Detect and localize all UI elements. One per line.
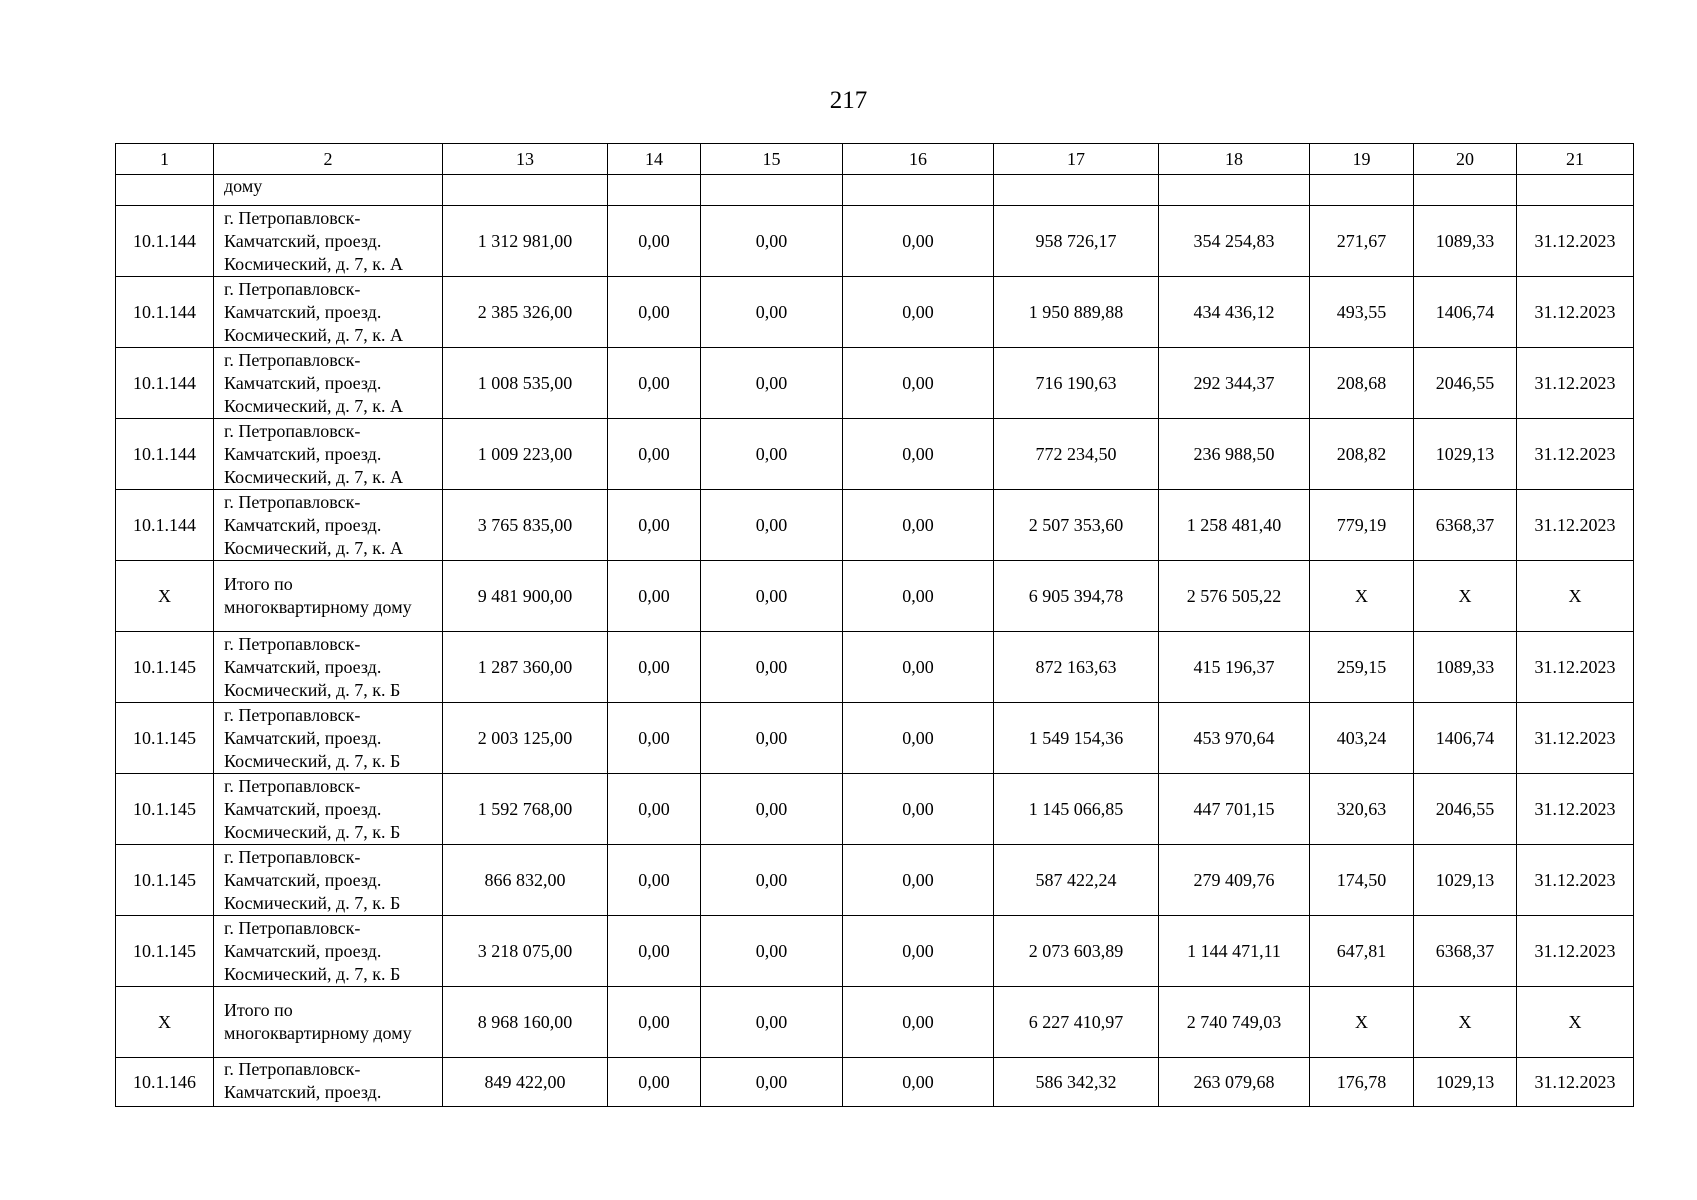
row-number-cell: X xyxy=(116,987,214,1058)
address-cell: г. Петропавловск-Камчатский, проезд. Космический, д. 7, к. Б xyxy=(214,916,443,987)
address-cell: Итого по многоквартирному дому xyxy=(214,561,443,632)
table-cell: 0,00 xyxy=(608,632,701,703)
table-cell: 0,00 xyxy=(608,703,701,774)
address-cell: г. Петропавловск-Камчатский, проезд. Космический, д. 7, к. Б xyxy=(214,774,443,845)
table-cell: 8 968 160,00 xyxy=(443,987,608,1058)
table-cell: 320,63 xyxy=(1310,774,1414,845)
table-cell: 0,00 xyxy=(701,348,843,419)
table-cell xyxy=(701,175,843,206)
table-cell: 174,50 xyxy=(1310,845,1414,916)
table-cell: X xyxy=(1414,561,1517,632)
address-cell: г. Петропавловск-Камчатский, проезд. Космический, д. 7, к. Б xyxy=(214,632,443,703)
table-cell: 0,00 xyxy=(843,419,994,490)
address-cell: г. Петропавловск-Камчатский, проезд. Космический, д. 7, к. А xyxy=(214,206,443,277)
table-cell: 0,00 xyxy=(608,490,701,561)
table-cell: 0,00 xyxy=(843,916,994,987)
table-cell xyxy=(443,175,608,206)
column-header: 1 xyxy=(116,144,214,175)
table-cell xyxy=(116,175,214,206)
row-number-cell: 10.1.144 xyxy=(116,206,214,277)
table-cell: 415 196,37 xyxy=(1159,632,1310,703)
table-cell: 0,00 xyxy=(701,490,843,561)
table-cell: 1089,33 xyxy=(1414,632,1517,703)
table-cell: 1 592 768,00 xyxy=(443,774,608,845)
table-cell: 0,00 xyxy=(701,703,843,774)
table-cell: 0,00 xyxy=(843,1058,994,1107)
table-cell: 0,00 xyxy=(843,490,994,561)
column-header: 2 xyxy=(214,144,443,175)
table-cell: 0,00 xyxy=(701,845,843,916)
table-cell: 0,00 xyxy=(843,987,994,1058)
table-row xyxy=(116,632,1634,703)
page-number: 217 xyxy=(829,87,868,114)
table-cell: 0,00 xyxy=(608,1058,701,1107)
address-cell: г. Петропавловск-Камчатский, проезд. Космический, д. 7, к. А xyxy=(214,277,443,348)
table-cell: 866 832,00 xyxy=(443,845,608,916)
table-cell: X xyxy=(1310,987,1414,1058)
table-row xyxy=(116,419,1634,490)
total-row xyxy=(116,561,1634,632)
table-cell: 1406,74 xyxy=(1414,277,1517,348)
table-cell: 208,68 xyxy=(1310,348,1414,419)
table-cell: 716 190,63 xyxy=(994,348,1159,419)
total-row xyxy=(116,987,1634,1058)
table-cell: 0,00 xyxy=(608,774,701,845)
address-cell: г. Петропавловск-Камчатский, проезд. Космический, д. 7, к. А xyxy=(214,490,443,561)
table-cell xyxy=(994,175,1159,206)
data-table xyxy=(115,143,1634,1107)
table-cell: 0,00 xyxy=(701,206,843,277)
column-header: 16 xyxy=(843,144,994,175)
table-cell: 0,00 xyxy=(701,632,843,703)
table-cell: 31.12.2023 xyxy=(1517,419,1634,490)
row-number-cell: 10.1.144 xyxy=(116,419,214,490)
table-row xyxy=(116,845,1634,916)
column-header: 13 xyxy=(443,144,608,175)
column-header: 20 xyxy=(1414,144,1517,175)
address-cell: г. Петропавловск-Камчатский, проезд. xyxy=(214,1058,443,1107)
table-cell: 0,00 xyxy=(843,632,994,703)
table-cell: 1029,13 xyxy=(1414,419,1517,490)
column-header: 21 xyxy=(1517,144,1634,175)
table-cell: 0,00 xyxy=(843,845,994,916)
table-cell: 0,00 xyxy=(701,419,843,490)
address-cell: г. Петропавловск-Камчатский, проезд. Космический, д. 7, к. А xyxy=(214,419,443,490)
table-cell: 0,00 xyxy=(608,916,701,987)
row-number-cell: 10.1.145 xyxy=(116,703,214,774)
table-cell: 2 507 353,60 xyxy=(994,490,1159,561)
table-cell: 31.12.2023 xyxy=(1517,845,1634,916)
address-cell: г. Петропавловск-Камчатский, проезд. Космический, д. 7, к. А xyxy=(214,348,443,419)
address-cell: дому xyxy=(214,175,443,206)
table-cell: 1 950 889,88 xyxy=(994,277,1159,348)
table-cell: 6368,37 xyxy=(1414,490,1517,561)
table-cell: 586 342,32 xyxy=(994,1058,1159,1107)
table-cell: 31.12.2023 xyxy=(1517,206,1634,277)
table-cell: 292 344,37 xyxy=(1159,348,1310,419)
table-cell: 0,00 xyxy=(608,206,701,277)
row-number-cell: 10.1.145 xyxy=(116,845,214,916)
column-header: 18 xyxy=(1159,144,1310,175)
table-cell: 9 481 900,00 xyxy=(443,561,608,632)
table-cell: 1 258 481,40 xyxy=(1159,490,1310,561)
table-cell: 447 701,15 xyxy=(1159,774,1310,845)
table-cell: 6 227 410,97 xyxy=(994,987,1159,1058)
table-cell: 0,00 xyxy=(843,206,994,277)
address-cell: г. Петропавловск-Камчатский, проезд. Космический, д. 7, к. Б xyxy=(214,845,443,916)
table-cell: 587 422,24 xyxy=(994,845,1159,916)
table-cell: 31.12.2023 xyxy=(1517,490,1634,561)
table-cell: 279 409,76 xyxy=(1159,845,1310,916)
column-header: 19 xyxy=(1310,144,1414,175)
table-row xyxy=(116,774,1634,845)
table-cell: 1 009 223,00 xyxy=(443,419,608,490)
table-cell: 779,19 xyxy=(1310,490,1414,561)
table-body xyxy=(116,144,1634,1107)
table-cell: 2 003 125,00 xyxy=(443,703,608,774)
row-number-cell: 10.1.145 xyxy=(116,774,214,845)
table-cell xyxy=(843,175,994,206)
table-cell xyxy=(608,175,701,206)
table-cell: 31.12.2023 xyxy=(1517,632,1634,703)
table-cell: 1 549 154,36 xyxy=(994,703,1159,774)
table-cell: X xyxy=(1517,987,1634,1058)
table-cell: 0,00 xyxy=(701,1058,843,1107)
table-cell: 6368,37 xyxy=(1414,916,1517,987)
table-row xyxy=(116,348,1634,419)
table-cell: 0,00 xyxy=(701,277,843,348)
table-cell: 0,00 xyxy=(843,561,994,632)
table-cell: 208,82 xyxy=(1310,419,1414,490)
table-cell: 0,00 xyxy=(608,987,701,1058)
table-cell: 1 144 471,11 xyxy=(1159,916,1310,987)
table-cell: 1 008 535,00 xyxy=(443,348,608,419)
row-number-cell: 10.1.145 xyxy=(116,916,214,987)
table-cell: X xyxy=(1517,561,1634,632)
table-cell: 0,00 xyxy=(701,561,843,632)
table-cell: 2 740 749,03 xyxy=(1159,987,1310,1058)
table-cell: 31.12.2023 xyxy=(1517,277,1634,348)
table-cell: 1 145 066,85 xyxy=(994,774,1159,845)
table-cell: 31.12.2023 xyxy=(1517,703,1634,774)
column-header: 15 xyxy=(701,144,843,175)
table-cell: 2046,55 xyxy=(1414,348,1517,419)
table-cell xyxy=(1159,175,1310,206)
table-cell: 1029,13 xyxy=(1414,845,1517,916)
table-cell: 31.12.2023 xyxy=(1517,348,1634,419)
table-cell: 872 163,63 xyxy=(994,632,1159,703)
row-number-cell: 10.1.144 xyxy=(116,490,214,561)
row-number-cell: 10.1.145 xyxy=(116,632,214,703)
column-header: 17 xyxy=(994,144,1159,175)
table-cell: X xyxy=(1414,987,1517,1058)
table-cell: 31.12.2023 xyxy=(1517,774,1634,845)
table-cell: 236 988,50 xyxy=(1159,419,1310,490)
table-cell: 0,00 xyxy=(843,277,994,348)
table-cell: 3 218 075,00 xyxy=(443,916,608,987)
table-cell xyxy=(1414,175,1517,206)
table-cell: 31.12.2023 xyxy=(1517,1058,1634,1107)
table-cell: 1089,33 xyxy=(1414,206,1517,277)
table-row xyxy=(116,703,1634,774)
table-cell: 0,00 xyxy=(608,419,701,490)
table-cell: 259,15 xyxy=(1310,632,1414,703)
address-cell: г. Петропавловск-Камчатский, проезд. Космический, д. 7, к. Б xyxy=(214,703,443,774)
column-number-row xyxy=(116,144,1634,175)
table-cell: 403,24 xyxy=(1310,703,1414,774)
table-cell: 1 287 360,00 xyxy=(443,632,608,703)
table-cell: 263 079,68 xyxy=(1159,1058,1310,1107)
table-cell: 0,00 xyxy=(701,774,843,845)
table-row xyxy=(116,206,1634,277)
table-cell: 0,00 xyxy=(608,845,701,916)
table-cell: 647,81 xyxy=(1310,916,1414,987)
table-cell: 772 234,50 xyxy=(994,419,1159,490)
table-cell: 271,67 xyxy=(1310,206,1414,277)
table-cell: 0,00 xyxy=(843,774,994,845)
table-cell: 2 576 505,22 xyxy=(1159,561,1310,632)
table-cell: 6 905 394,78 xyxy=(994,561,1159,632)
table-cell: 1406,74 xyxy=(1414,703,1517,774)
table-cell xyxy=(1310,175,1414,206)
table-cell: 0,00 xyxy=(701,916,843,987)
table-cell: 849 422,00 xyxy=(443,1058,608,1107)
table-cell: 453 970,64 xyxy=(1159,703,1310,774)
table-cell: 0,00 xyxy=(843,348,994,419)
table-cell: 434 436,12 xyxy=(1159,277,1310,348)
row-number-cell: 10.1.144 xyxy=(116,277,214,348)
table-row xyxy=(116,916,1634,987)
table-cell: 0,00 xyxy=(608,561,701,632)
table-cell: 0,00 xyxy=(608,277,701,348)
table-cell: 0,00 xyxy=(843,703,994,774)
table-row xyxy=(116,277,1634,348)
table-row-partial xyxy=(116,1058,1634,1107)
table-cell xyxy=(1517,175,1634,206)
table-row xyxy=(116,490,1634,561)
table-cell: 0,00 xyxy=(701,987,843,1058)
table-cell: 0,00 xyxy=(608,348,701,419)
table-cell: 493,55 xyxy=(1310,277,1414,348)
table-cell: 1029,13 xyxy=(1414,1058,1517,1107)
column-header: 14 xyxy=(608,144,701,175)
row-number-cell: X xyxy=(116,561,214,632)
table-cell: 3 765 835,00 xyxy=(443,490,608,561)
table-cell: 31.12.2023 xyxy=(1517,916,1634,987)
table-cell: 354 254,83 xyxy=(1159,206,1310,277)
table-cell: 2 073 603,89 xyxy=(994,916,1159,987)
row-number-cell: 10.1.146 xyxy=(116,1058,214,1107)
table-cell: 2 385 326,00 xyxy=(443,277,608,348)
table-cell: 1 312 981,00 xyxy=(443,206,608,277)
continuation-row xyxy=(116,175,1634,206)
table-cell: 2046,55 xyxy=(1414,774,1517,845)
table-cell: X xyxy=(1310,561,1414,632)
row-number-cell: 10.1.144 xyxy=(116,348,214,419)
table-cell: 176,78 xyxy=(1310,1058,1414,1107)
address-cell: Итого по многоквартирному дому xyxy=(214,987,443,1058)
table-cell: 958 726,17 xyxy=(994,206,1159,277)
